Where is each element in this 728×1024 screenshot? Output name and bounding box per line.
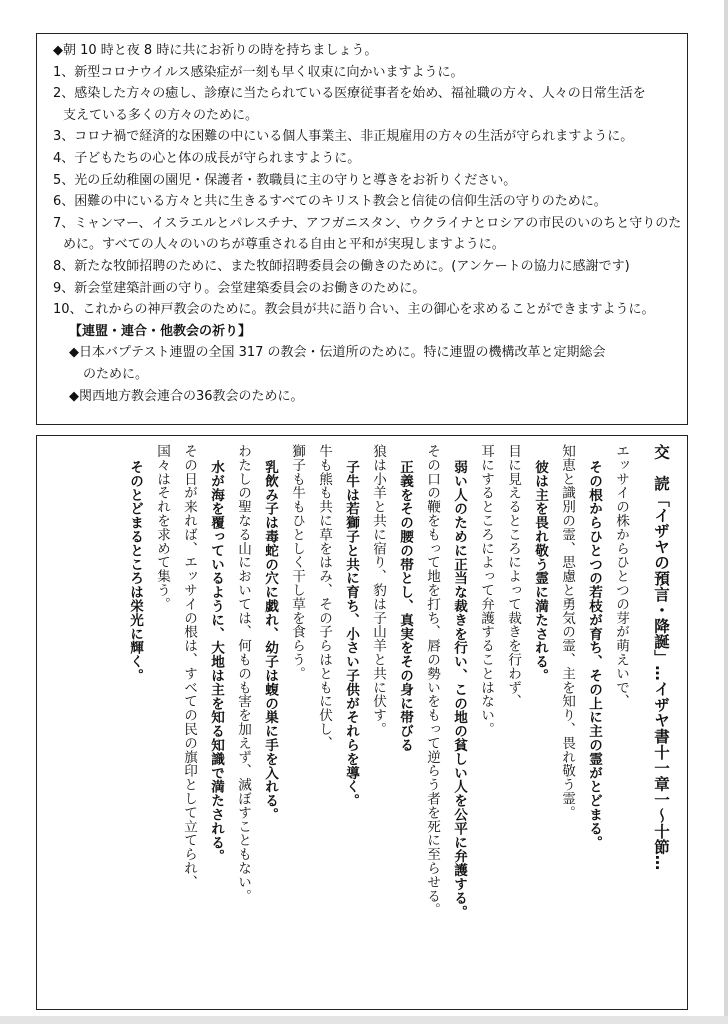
reading-line-15: わたしの聖なる山においては、何ものも害を加えず、滅ぼすこともない。: [235, 444, 251, 903]
reading-line-8: その口の鞭をもって地を打ち、唇の勢いをもって逆らう者を死に至らせる。: [424, 444, 440, 917]
reading-box: [36, 435, 688, 1010]
reading-line-4: 彼は主を畏れ敬う霊に満たされる。: [532, 460, 548, 683]
prayer-item-10: 10、これからの神戸教会のために。教会員が共に語り合い、主の御心を求めることができますように。: [53, 302, 655, 318]
prayer-item-3: 3、コロナ禍で経済的な困難の中にいる個人事業主、非正規雇用の方々の生活が守られますように。: [53, 129, 634, 145]
prayer-item-5: 5、光の丘幼稚園の園児・保護者・教職員に主の守りと導きをお祈りください。: [53, 172, 517, 188]
reading-line-6: 耳にするところによって弁護することはない。: [478, 444, 494, 736]
reading-line-12: 牛も熊も共に草をはみ、その子らはともに伏し、: [316, 444, 332, 750]
reading-line-16: 水が海を覆っているように、大地は主を知る知識で満たされる。: [208, 460, 224, 864]
reading-line-3: 知恵と識別の霊、思慮と勇気の霊、主を知り、畏れ敬う霊。: [559, 444, 575, 820]
section-item-1: ◆日本バプテスト連盟の全国 317 の教会・伝道所のために。特に連盟の機構改革と定期総会: [69, 345, 606, 361]
reading-line-13: 獅子も牛もひとしく干し草を食らう。: [289, 444, 305, 681]
prayer-intro: ◆朝 10 時と夜 8 時に共にお祈りの時を持ちましょう。: [53, 43, 378, 58]
title-gap: [636, 444, 644, 999]
reading-line-7: 弱い人のために正当な裁きを行い、この地の貧しい人を公平に弁護する。: [451, 460, 467, 919]
reading-line-2: その根からひとつの若枝が育ち、その上に主の霊がとどまる。: [586, 460, 602, 850]
reading-title: 交 読「イザヤの預言・降誕」…イザヤ書十一章一～十節…: [652, 444, 670, 871]
reading-line-10: 狼は小羊と共に宿り、豹は子山羊と共に伏す。: [370, 444, 386, 736]
section-heading: 【連盟・連合・他教会の祈り】: [69, 323, 252, 339]
prayer-item-7-cont: めに。すべての人々のいのちが尊重される自由と平和が実現しますように。: [63, 237, 505, 253]
section-item-1-cont: のために。: [83, 366, 149, 382]
reading-line-11: 子牛は若獅子と共に育ち、小さい子供がそれらを導く。: [343, 460, 359, 808]
reading-line-9: 正義をその腰の帯とし、真実をその身に帯びる: [397, 460, 413, 752]
page-edge-shadow: [724, 0, 728, 1024]
page-bottom-edge: [0, 1016, 728, 1024]
prayer-item-8: 8、新たな牧師招聘のために、また牧師招聘委員会の働きのために。(アンケートの協力に感謝です): [53, 258, 630, 274]
section-item-2: ◆関西地方教会連合の36教会のために。: [69, 388, 304, 404]
reading-line-14: 乳飲み子は毒蛇の穴に戯れ、幼子は蝮の巣に手を入れる。: [262, 460, 278, 822]
prayer-item-6: 6、困難の中にいる方々と共に生きるすべてのキリスト教会と信徒の信仰生活の守りのために。: [53, 194, 607, 210]
prayer-item-9: 9、新会堂建築計画の守り。会堂建築委員会のお働きのために。: [53, 280, 426, 296]
prayer-item-2: 2、感染した方々の癒し、診療に当たられている医療従事者を始め、福祉職の方々、人々の日常生活を: [53, 86, 646, 102]
reading-line-17: その日が来れば、エッサイの根は、すべての民の旗印として立てられ、: [181, 444, 197, 889]
reading-line-1: エッサイの株からひとつの芽が萌えいで、: [613, 444, 629, 709]
reading-line-18: 国々はそれを求めて集う。: [154, 444, 170, 611]
prayer-item-2-cont: 支えている多くの方々のために。: [63, 107, 259, 123]
reading-line-5: 目に見えるところによって裁きを行わず、: [505, 444, 521, 709]
reading-columns: [123, 444, 673, 999]
prayer-item-7: 7、ミャンマー、イスラエルとパレスチナ、アフガニスタン、ウクライナとロシアの市民のいのちと守りのた: [53, 215, 682, 231]
reading-line-19: そのとどまるところは栄光に輝く。: [127, 460, 143, 683]
prayer-item-1: 1、新型コロナウイルス感染症が一刻も早く収束に向かいますように。: [53, 64, 464, 80]
prayer-item-4: 4、子どもたちの心と体の成長が守られますように。: [53, 150, 361, 166]
prayer-box: [36, 33, 688, 425]
